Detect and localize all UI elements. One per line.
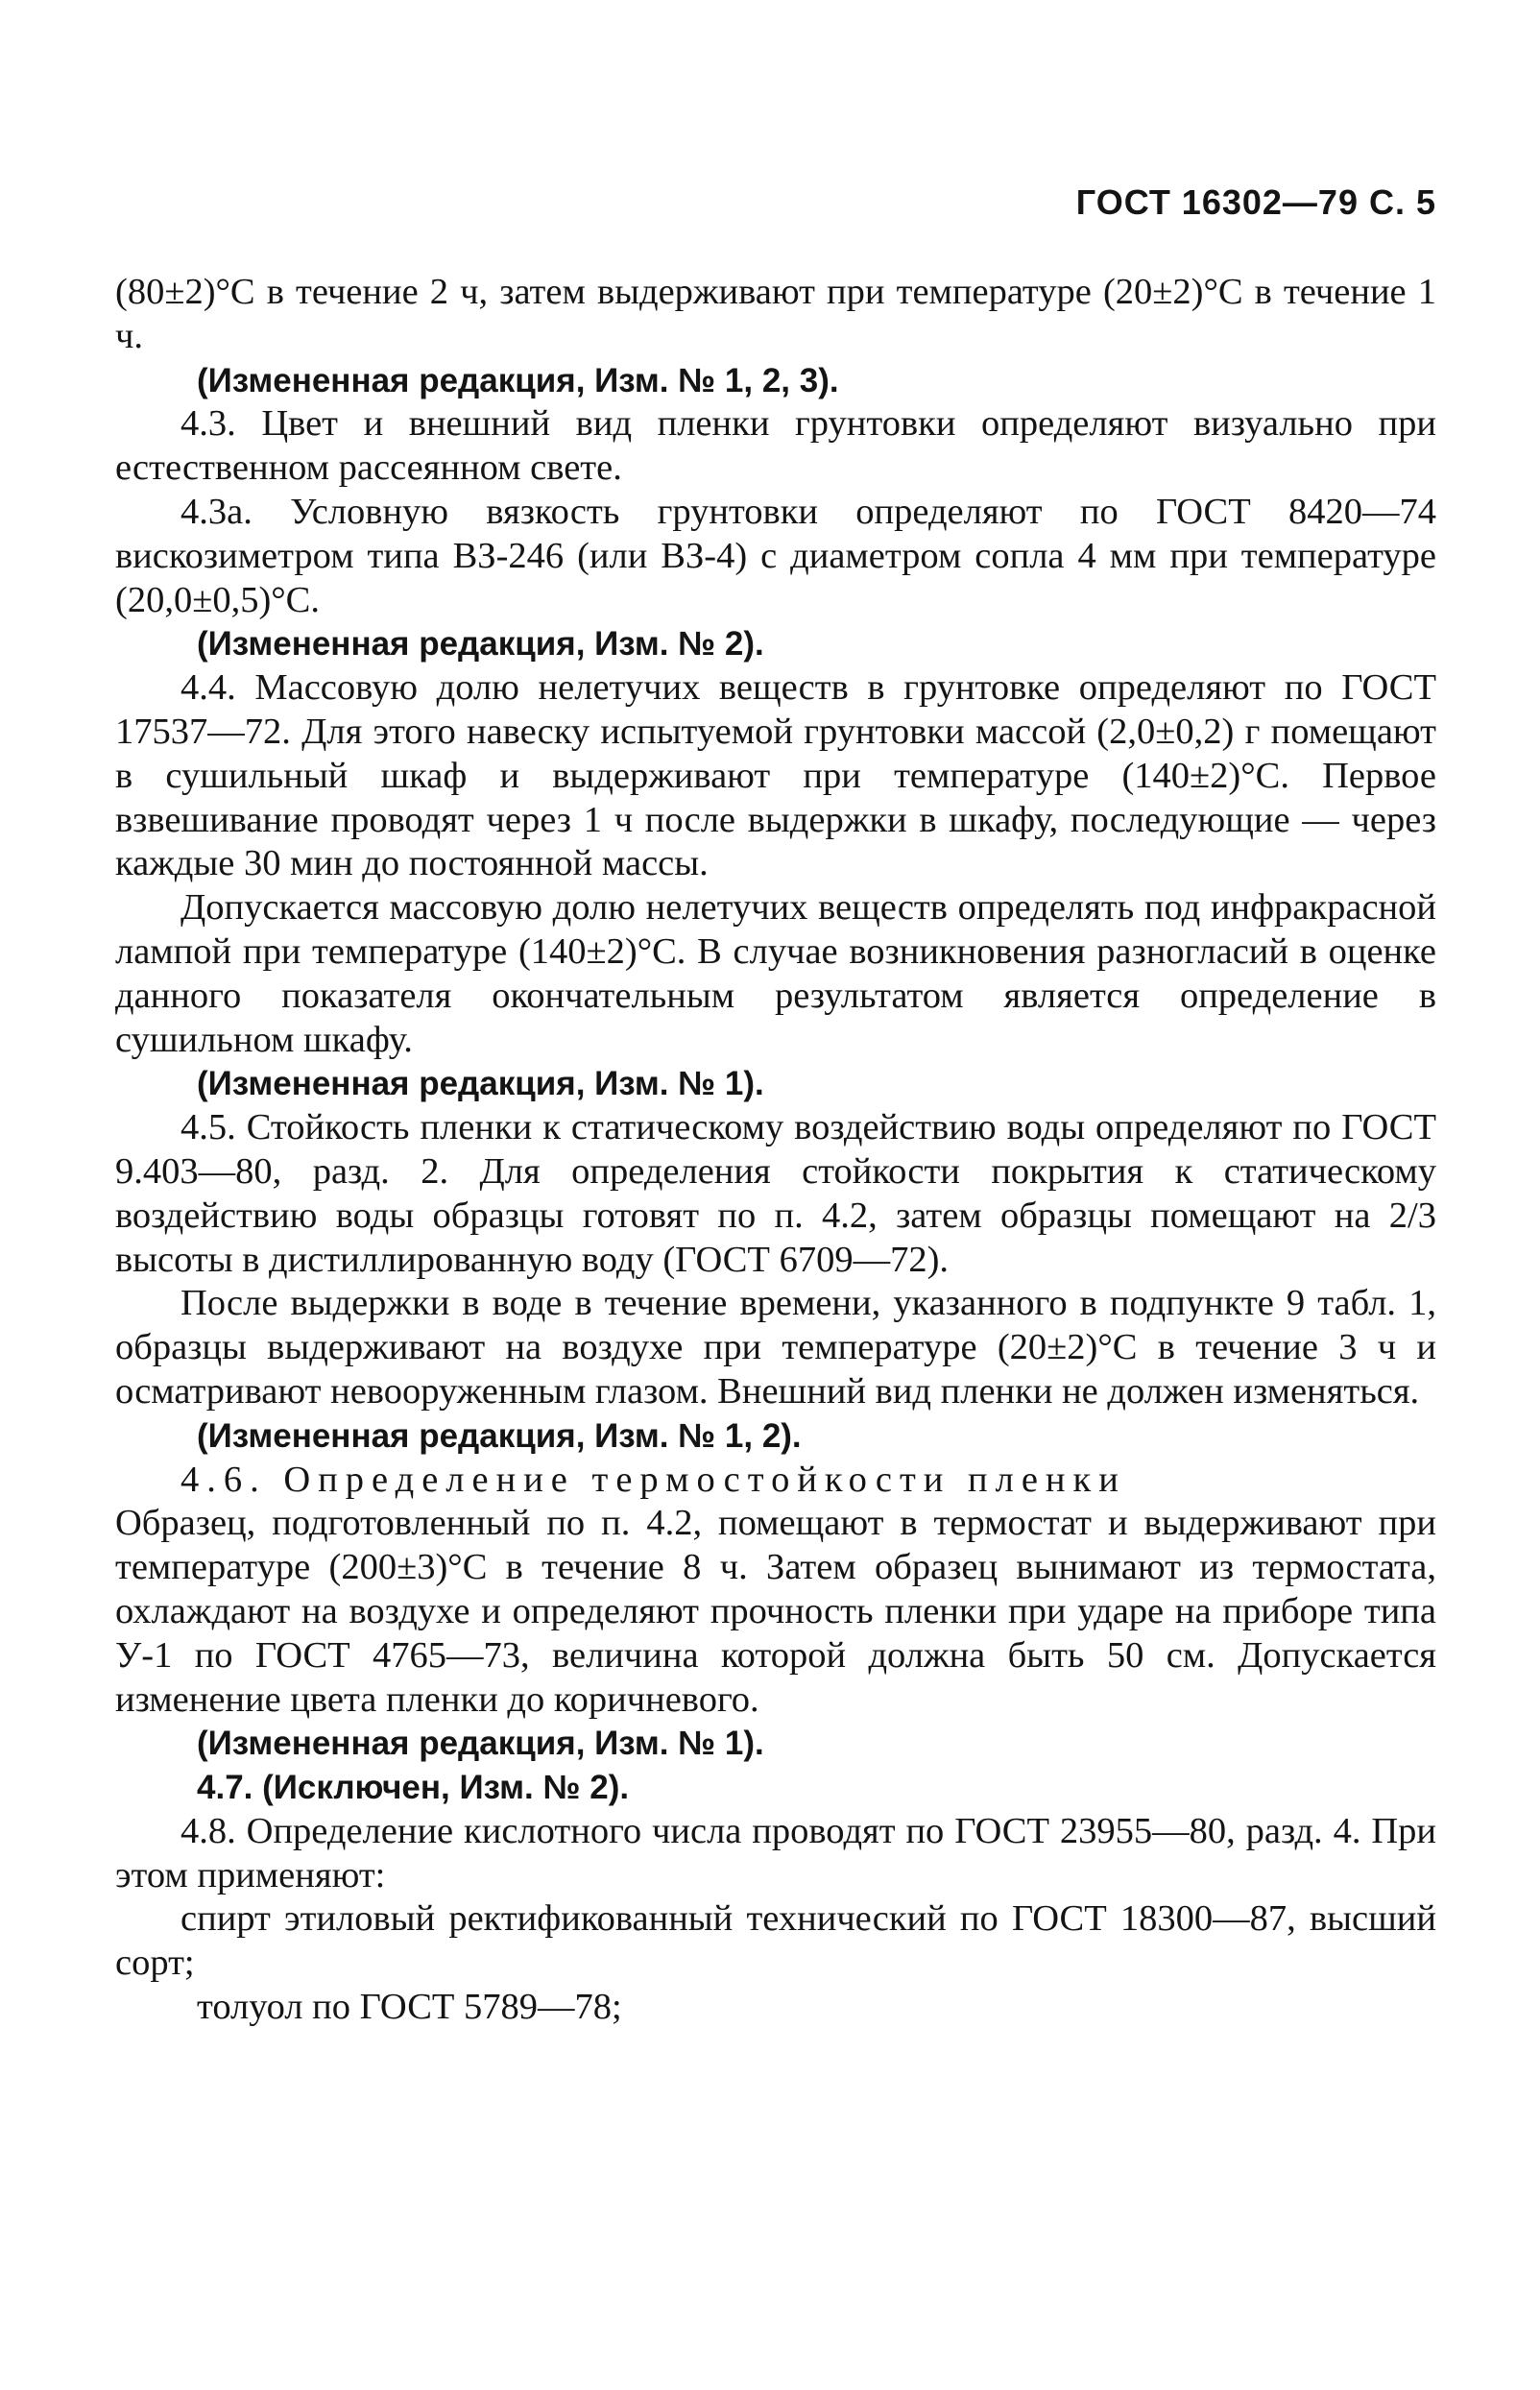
paragraph: 4.4. Массовую долю нелетучих веществ в грунтовке определяют по ГОСТ 17537—72. Для этого навеску испытуемой грунтовки массой (2,0±0,2) г помещают в сушильный шкаф и выдерживают при температуре (140±2)°С. Первое взвешивание проводят через 1 ч после выдержки в шкафу, последующие — через каждые 30 мин до постоянной массы. [115, 667, 1436, 884]
section-heading: 4.6. Определение термостойкости пленки [180, 1459, 1126, 1500]
excluded-clause-note: 4.7. (Исключен, Изм. № 2). [197, 1769, 630, 1807]
list-item: спирт этиловый ректификованный технический по ГОСТ 18300—87, высший сорт; [115, 1898, 1436, 1984]
amendment-note: (Измененная редакция, Изм. № 1, 2, 3). [197, 361, 839, 399]
document-body [115, 271, 1436, 2030]
amendment-note: (Измененная редакция, Изм. № 2). [197, 625, 764, 664]
paragraph: 4.5. Стойкость пленки к статическому воздействию воды определяют по ГОСТ 9.403—80, разд. 2. Для определения стойкости покрытия к статическому воздействию воды образцы готовят по п. 4.2, затем образцы помещают на 2/3 высоты в дистиллированную воду (ГОСТ 6709—72). [115, 1107, 1436, 1280]
paragraph: Образец, подготовленный по п. 4.2, помещают в термостат и выдерживают при температуре (200±3)°С в течение 8 ч. Затем образец вынимают из термостата, охлаждают на воздухе и определяют прочность пленки при ударе на приборе типа У-1 по ГОСТ 4765—73, величина которой должна быть 50 см. Допускается изменение цвета пленки до коричневого. [115, 1503, 1436, 1720]
amendment-note: (Измененная редакция, Изм. № 1). [197, 1725, 764, 1763]
amendment-note: (Измененная редакция, Изм. № 1, 2). [197, 1416, 802, 1455]
paragraph: (80±2)°С в течение 2 ч, затем выдерживают при температуре (20±2)°С в течение 1 ч. [115, 272, 1436, 356]
paragraph: 4.8. Определение кислотного числа проводят по ГОСТ 23955—80, разд. 4. При этом применяют: [115, 1810, 1436, 1895]
list-item: толуол по ГОСТ 5789—78; [197, 1987, 622, 2028]
page-header: ГОСТ 16302—79 С. 5 [1075, 182, 1436, 222]
paragraph: 4.3а. Условную вязкость грунтовки определяют по ГОСТ 8420—74 вискозиметром типа ВЗ-246 (или ВЗ-4) с диаметром сопла 4 мм при температуре (20,0±0,5)°С. [115, 491, 1436, 620]
amendment-note: (Измененная редакция, Изм. № 1). [197, 1065, 764, 1103]
paragraph: 4.3. Цвет и внешний вид пленки грунтовки определяют визуально при естественном рассеянном свете. [115, 403, 1436, 489]
paragraph: После выдержки в воде в течение времени, указанного в подпункте 9 табл. 1, образцы выдерживают на воздухе при температуре (20±2)°С в течение 3 ч и осматривают невооруженным глазом. Внешний вид пленки не должен изменяться. [115, 1283, 1436, 1412]
paragraph: Допускается массовую долю нелетучих веществ определять под инфракрасной лампой при температуре (140±2)°С. В случае возникновения разногласий в оценке данного показателя окончательным результатом является определение в сушильном шкафу. [115, 887, 1436, 1060]
